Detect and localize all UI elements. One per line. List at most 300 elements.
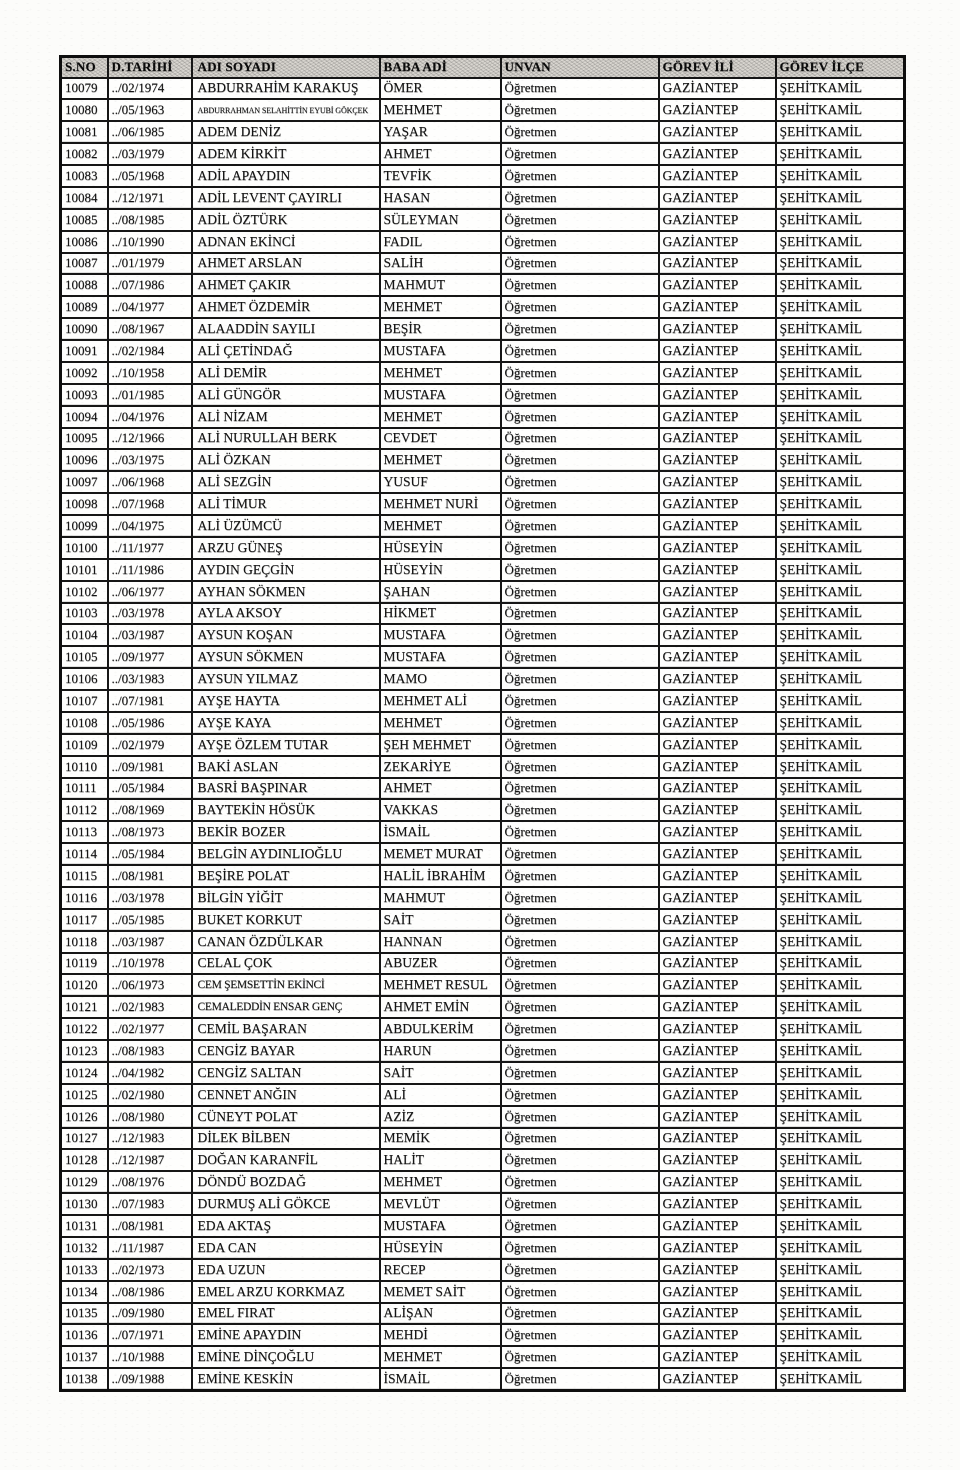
- cell-baba_adi: MEHDİ: [380, 1324, 501, 1346]
- cell-gorev_ilce: ŞEHİTKAMİL: [776, 78, 905, 100]
- cell-gorev_ilce: ŞEHİTKAMİL: [776, 340, 905, 362]
- cell-gorev_ilce: ŞEHİTKAMİL: [776, 756, 905, 778]
- table-row: [61, 1040, 905, 1062]
- cell-adi_soyadi: ADEM DENİZ: [192, 121, 380, 143]
- cell-baba_adi: YUSUF: [380, 471, 501, 493]
- cell-adi_soyadi: AYLA AKSOY: [192, 603, 380, 625]
- cell-unvan: Öğretmen: [501, 624, 659, 646]
- cell-gorev_ili: GAZİANTEP: [659, 1149, 776, 1171]
- cell-gorev_ili: GAZİANTEP: [659, 690, 776, 712]
- table-row: [61, 1215, 905, 1237]
- cell-sno: 10104: [61, 624, 108, 646]
- header-row: [61, 57, 905, 78]
- cell-adi_soyadi: AYŞE ÖZLEM TUTAR: [192, 734, 380, 756]
- cell-gorev_ilce: ŞEHİTKAMİL: [776, 274, 905, 296]
- cell-gorev_ili: GAZİANTEP: [659, 931, 776, 953]
- cell-dtarihi: ../10/1990: [108, 231, 192, 253]
- cell-gorev_ilce: ŞEHİTKAMİL: [776, 253, 905, 275]
- cell-dtarihi: ../02/1980: [108, 1084, 192, 1106]
- cell-gorev_ili: GAZİANTEP: [659, 187, 776, 209]
- cell-baba_adi: MEHMET: [380, 515, 501, 537]
- cell-gorev_ilce: ŞEHİTKAMİL: [776, 187, 905, 209]
- cell-adi_soyadi: ALİ NURULLAH BERK: [192, 428, 380, 450]
- table-header: [61, 57, 905, 78]
- cell-baba_adi: HANNAN: [380, 931, 501, 953]
- cell-gorev_ilce: ŞEHİTKAMİL: [776, 843, 905, 865]
- cell-dtarihi: ../09/1977: [108, 646, 192, 668]
- cell-gorev_ili: GAZİANTEP: [659, 1324, 776, 1346]
- cell-dtarihi: ../03/1987: [108, 624, 192, 646]
- cell-baba_adi: FADIL: [380, 231, 501, 253]
- cell-gorev_ili: GAZİANTEP: [659, 1171, 776, 1193]
- cell-sno: 10085: [61, 209, 108, 231]
- cell-unvan: Öğretmen: [501, 756, 659, 778]
- cell-baba_adi: HARUN: [380, 1040, 501, 1062]
- cell-dtarihi: ../11/1986: [108, 559, 192, 581]
- cell-sno: 10131: [61, 1215, 108, 1237]
- cell-unvan: Öğretmen: [501, 668, 659, 690]
- cell-sno: 10094: [61, 406, 108, 428]
- cell-baba_adi: ABUZER: [380, 953, 501, 975]
- cell-unvan: Öğretmen: [501, 1237, 659, 1259]
- cell-gorev_ilce: ŞEHİTKAMİL: [776, 1346, 905, 1368]
- cell-adi_soyadi: ABDURRAHİM KARAKUŞ: [192, 78, 380, 100]
- cell-baba_adi: MEHMET: [380, 406, 501, 428]
- cell-gorev_ilce: ŞEHİTKAMİL: [776, 909, 905, 931]
- cell-dtarihi: ../02/1984: [108, 340, 192, 362]
- cell-dtarihi: ../03/1975: [108, 449, 192, 471]
- cell-baba_adi: ŞAHAN: [380, 581, 501, 603]
- cell-dtarihi: ../12/1987: [108, 1149, 192, 1171]
- cell-sno: 10112: [61, 799, 108, 821]
- cell-adi_soyadi: DOĞAN KARANFİL: [192, 1149, 380, 1171]
- cell-gorev_ili: GAZİANTEP: [659, 909, 776, 931]
- cell-gorev_ilce: ŞEHİTKAMİL: [776, 1062, 905, 1084]
- cell-gorev_ilce: ŞEHİTKAMİL: [776, 931, 905, 953]
- cell-gorev_ili: GAZİANTEP: [659, 799, 776, 821]
- cell-unvan: Öğretmen: [501, 953, 659, 975]
- cell-sno: 10099: [61, 515, 108, 537]
- cell-gorev_ilce: ŞEHİTKAMİL: [776, 559, 905, 581]
- cell-sno: 10102: [61, 581, 108, 603]
- cell-gorev_ili: GAZİANTEP: [659, 121, 776, 143]
- cell-unvan: Öğretmen: [501, 581, 659, 603]
- cell-dtarihi: ../05/1984: [108, 778, 192, 800]
- cell-baba_adi: AHMET: [380, 143, 501, 165]
- cell-gorev_ili: GAZİANTEP: [659, 537, 776, 559]
- cell-gorev_ilce: ŞEHİTKAMİL: [776, 121, 905, 143]
- cell-dtarihi: ../07/1968: [108, 493, 192, 515]
- cell-gorev_ili: GAZİANTEP: [659, 953, 776, 975]
- cell-unvan: Öğretmen: [501, 821, 659, 843]
- cell-adi_soyadi: CENGİZ SALTAN: [192, 1062, 380, 1084]
- cell-dtarihi: ../03/1983: [108, 668, 192, 690]
- cell-gorev_ilce: ŞEHİTKAMİL: [776, 1171, 905, 1193]
- cell-unvan: Öğretmen: [501, 515, 659, 537]
- cell-dtarihi: ../04/1982: [108, 1062, 192, 1084]
- cell-dtarihi: ../08/1981: [108, 865, 192, 887]
- cell-dtarihi: ../09/1980: [108, 1303, 192, 1325]
- cell-baba_adi: VAKKAS: [380, 799, 501, 821]
- cell-baba_adi: SALİH: [380, 253, 501, 275]
- cell-dtarihi: ../01/1985: [108, 384, 192, 406]
- table-row: [61, 734, 905, 756]
- cell-gorev_ili: GAZİANTEP: [659, 1368, 776, 1390]
- cell-unvan: Öğretmen: [501, 1149, 659, 1171]
- cell-baba_adi: YAŞAR: [380, 121, 501, 143]
- cell-adi_soyadi: EMİNE KESKİN: [192, 1368, 380, 1390]
- cell-dtarihi: ../08/1980: [108, 1106, 192, 1128]
- cell-sno: 10090: [61, 318, 108, 340]
- table-row: [61, 1062, 905, 1084]
- cell-sno: 10107: [61, 690, 108, 712]
- cell-dtarihi: ../07/1981: [108, 690, 192, 712]
- cell-adi_soyadi: CÜNEYT POLAT: [192, 1106, 380, 1128]
- cell-gorev_ili: GAZİANTEP: [659, 78, 776, 100]
- cell-baba_adi: AZİZ: [380, 1106, 501, 1128]
- cell-unvan: Öğretmen: [501, 1193, 659, 1215]
- cell-unvan: Öğretmen: [501, 1171, 659, 1193]
- column-header-adi_soyadi: ADI SOYADI: [192, 57, 380, 78]
- cell-gorev_ili: GAZİANTEP: [659, 493, 776, 515]
- cell-unvan: Öğretmen: [501, 143, 659, 165]
- cell-unvan: Öğretmen: [501, 537, 659, 559]
- cell-unvan: Öğretmen: [501, 909, 659, 931]
- cell-sno: 10082: [61, 143, 108, 165]
- cell-gorev_ilce: ŞEHİTKAMİL: [776, 209, 905, 231]
- cell-unvan: Öğretmen: [501, 778, 659, 800]
- cell-baba_adi: MEHMET NURİ: [380, 493, 501, 515]
- cell-dtarihi: ../08/1985: [108, 209, 192, 231]
- cell-unvan: Öğretmen: [501, 690, 659, 712]
- cell-gorev_ili: GAZİANTEP: [659, 756, 776, 778]
- cell-adi_soyadi: ADİL ÖZTÜRK: [192, 209, 380, 231]
- cell-gorev_ilce: ŞEHİTKAMİL: [776, 1018, 905, 1040]
- cell-baba_adi: İSMAİL: [380, 1368, 501, 1390]
- cell-sno: 10079: [61, 78, 108, 100]
- table-row: [61, 778, 905, 800]
- table-row: [61, 1237, 905, 1259]
- table-row: [61, 1193, 905, 1215]
- cell-gorev_ili: GAZİANTEP: [659, 449, 776, 471]
- cell-gorev_ilce: ŞEHİTKAMİL: [776, 1324, 905, 1346]
- cell-adi_soyadi: ALİ GÜNGÖR: [192, 384, 380, 406]
- cell-adi_soyadi: CENGİZ BAYAR: [192, 1040, 380, 1062]
- cell-gorev_ilce: ŞEHİTKAMİL: [776, 1237, 905, 1259]
- cell-gorev_ilce: ŞEHİTKAMİL: [776, 799, 905, 821]
- table-row: [61, 799, 905, 821]
- cell-unvan: Öğretmen: [501, 296, 659, 318]
- cell-adi_soyadi: EMİNE APAYDIN: [192, 1324, 380, 1346]
- cell-sno: 10118: [61, 931, 108, 953]
- cell-dtarihi: ../11/1977: [108, 537, 192, 559]
- table-row: [61, 340, 905, 362]
- cell-sno: 10087: [61, 253, 108, 275]
- cell-baba_adi: MUSTAFA: [380, 1215, 501, 1237]
- cell-sno: 10103: [61, 603, 108, 625]
- cell-gorev_ili: GAZİANTEP: [659, 887, 776, 909]
- cell-unvan: Öğretmen: [501, 887, 659, 909]
- table-row: [61, 362, 905, 384]
- table-row: [61, 121, 905, 143]
- cell-sno: 10089: [61, 296, 108, 318]
- cell-sno: 10095: [61, 428, 108, 450]
- cell-adi_soyadi: EDA CAN: [192, 1237, 380, 1259]
- cell-baba_adi: ALİ: [380, 1084, 501, 1106]
- cell-adi_soyadi: BAKİ ASLAN: [192, 756, 380, 778]
- cell-unvan: Öğretmen: [501, 318, 659, 340]
- cell-dtarihi: ../06/1977: [108, 581, 192, 603]
- cell-adi_soyadi: BASRİ BAŞPINAR: [192, 778, 380, 800]
- cell-gorev_ili: GAZİANTEP: [659, 1062, 776, 1084]
- cell-sno: 10130: [61, 1193, 108, 1215]
- table-row: [61, 1281, 905, 1303]
- cell-sno: 10117: [61, 909, 108, 931]
- cell-adi_soyadi: CEM ŞEMSETTİN EKİNCİ: [192, 974, 380, 996]
- cell-sno: 10100: [61, 537, 108, 559]
- cell-dtarihi: ../08/1973: [108, 821, 192, 843]
- cell-baba_adi: HALİL İBRAHİM: [380, 865, 501, 887]
- cell-gorev_ilce: ŞEHİTKAMİL: [776, 624, 905, 646]
- cell-unvan: Öğretmen: [501, 843, 659, 865]
- cell-sno: 10088: [61, 274, 108, 296]
- cell-adi_soyadi: ADNAN EKİNCİ: [192, 231, 380, 253]
- cell-dtarihi: ../03/1978: [108, 887, 192, 909]
- cell-gorev_ilce: ŞEHİTKAMİL: [776, 646, 905, 668]
- cell-gorev_ili: GAZİANTEP: [659, 1106, 776, 1128]
- table-row: [61, 428, 905, 450]
- cell-dtarihi: ../08/1986: [108, 1281, 192, 1303]
- cell-sno: 10105: [61, 646, 108, 668]
- cell-dtarihi: ../05/1985: [108, 909, 192, 931]
- cell-sno: 10127: [61, 1128, 108, 1150]
- cell-sno: 10116: [61, 887, 108, 909]
- cell-sno: 10121: [61, 996, 108, 1018]
- cell-baba_adi: MEMET SAİT: [380, 1281, 501, 1303]
- cell-adi_soyadi: ARZU GÜNEŞ: [192, 537, 380, 559]
- cell-gorev_ilce: ŞEHİTKAMİL: [776, 690, 905, 712]
- cell-sno: 10110: [61, 756, 108, 778]
- cell-gorev_ili: GAZİANTEP: [659, 231, 776, 253]
- cell-gorev_ili: GAZİANTEP: [659, 1193, 776, 1215]
- cell-sno: 10081: [61, 121, 108, 143]
- cell-baba_adi: ZEKARİYE: [380, 756, 501, 778]
- cell-unvan: Öğretmen: [501, 603, 659, 625]
- cell-gorev_ilce: ŞEHİTKAMİL: [776, 428, 905, 450]
- cell-unvan: Öğretmen: [501, 799, 659, 821]
- table-row: [61, 756, 905, 778]
- cell-adi_soyadi: ADEM KİRKİT: [192, 143, 380, 165]
- cell-unvan: Öğretmen: [501, 340, 659, 362]
- cell-adi_soyadi: AYSUN KOŞAN: [192, 624, 380, 646]
- cell-gorev_ilce: ŞEHİTKAMİL: [776, 953, 905, 975]
- cell-gorev_ili: GAZİANTEP: [659, 384, 776, 406]
- cell-baba_adi: SÜLEYMAN: [380, 209, 501, 231]
- cell-baba_adi: MAHMUT: [380, 274, 501, 296]
- cell-baba_adi: MEHMET: [380, 296, 501, 318]
- cell-gorev_ili: GAZİANTEP: [659, 974, 776, 996]
- cell-unvan: Öğretmen: [501, 1084, 659, 1106]
- table-row: [61, 1346, 905, 1368]
- cell-gorev_ili: GAZİANTEP: [659, 318, 776, 340]
- cell-baba_adi: MEHMET: [380, 362, 501, 384]
- cell-gorev_ili: GAZİANTEP: [659, 712, 776, 734]
- cell-unvan: Öğretmen: [501, 1128, 659, 1150]
- cell-baba_adi: AHMET: [380, 778, 501, 800]
- cell-sno: 10084: [61, 187, 108, 209]
- table-row: [61, 449, 905, 471]
- cell-gorev_ili: GAZİANTEP: [659, 1215, 776, 1237]
- cell-gorev_ili: GAZİANTEP: [659, 1128, 776, 1150]
- cell-gorev_ilce: ŞEHİTKAMİL: [776, 1084, 905, 1106]
- table-row: [61, 406, 905, 428]
- cell-adi_soyadi: ALİ ÇETİNDAĞ: [192, 340, 380, 362]
- cell-adi_soyadi: ADİL LEVENT ÇAYIRLI: [192, 187, 380, 209]
- table-row: [61, 953, 905, 975]
- cell-gorev_ili: GAZİANTEP: [659, 362, 776, 384]
- cell-baba_adi: MEHMET ALİ: [380, 690, 501, 712]
- cell-gorev_ili: GAZİANTEP: [659, 1281, 776, 1303]
- cell-sno: 10083: [61, 165, 108, 187]
- cell-dtarihi: ../08/1983: [108, 1040, 192, 1062]
- table-row: [61, 821, 905, 843]
- cell-adi_soyadi: AHMET ARSLAN: [192, 253, 380, 275]
- cell-adi_soyadi: BEŞİRE POLAT: [192, 865, 380, 887]
- cell-baba_adi: MUSTAFA: [380, 624, 501, 646]
- cell-gorev_ilce: ŞEHİTKAMİL: [776, 1040, 905, 1062]
- table-row: [61, 1106, 905, 1128]
- cell-gorev_ilce: ŞEHİTKAMİL: [776, 1193, 905, 1215]
- table-row: [61, 274, 905, 296]
- cell-sno: 10124: [61, 1062, 108, 1084]
- cell-gorev_ili: GAZİANTEP: [659, 209, 776, 231]
- cell-dtarihi: ../11/1987: [108, 1237, 192, 1259]
- cell-baba_adi: ALİŞAN: [380, 1303, 501, 1325]
- cell-gorev_ili: GAZİANTEP: [659, 996, 776, 1018]
- table-row: [61, 471, 905, 493]
- cell-gorev_ilce: ŞEHİTKAMİL: [776, 231, 905, 253]
- cell-gorev_ilce: ŞEHİTKAMİL: [776, 515, 905, 537]
- table-row: [61, 296, 905, 318]
- cell-gorev_ilce: ŞEHİTKAMİL: [776, 734, 905, 756]
- cell-dtarihi: ../03/1987: [108, 931, 192, 953]
- cell-adi_soyadi: BEKİR BOZER: [192, 821, 380, 843]
- cell-baba_adi: MEHMET: [380, 99, 501, 121]
- table-row: [61, 624, 905, 646]
- table-row: [61, 690, 905, 712]
- cell-gorev_ilce: ŞEHİTKAMİL: [776, 1106, 905, 1128]
- cell-sno: 10113: [61, 821, 108, 843]
- cell-dtarihi: ../04/1977: [108, 296, 192, 318]
- cell-adi_soyadi: ALİ ÜZÜMCÜ: [192, 515, 380, 537]
- cell-gorev_ili: GAZİANTEP: [659, 340, 776, 362]
- cell-baba_adi: MEHMET: [380, 1346, 501, 1368]
- cell-baba_adi: MAHMUT: [380, 887, 501, 909]
- cell-baba_adi: HASAN: [380, 187, 501, 209]
- cell-gorev_ilce: ŞEHİTKAMİL: [776, 974, 905, 996]
- table-row: [61, 1368, 905, 1390]
- cell-gorev_ili: GAZİANTEP: [659, 1084, 776, 1106]
- cell-gorev_ili: GAZİANTEP: [659, 646, 776, 668]
- cell-adi_soyadi: ADİL APAYDIN: [192, 165, 380, 187]
- cell-adi_soyadi: AYDIN GEÇGİN: [192, 559, 380, 581]
- cell-gorev_ilce: ŞEHİTKAMİL: [776, 668, 905, 690]
- cell-baba_adi: MUSTAFA: [380, 384, 501, 406]
- cell-gorev_ilce: ŞEHİTKAMİL: [776, 318, 905, 340]
- cell-gorev_ili: GAZİANTEP: [659, 296, 776, 318]
- cell-baba_adi: ŞEH MEHMET: [380, 734, 501, 756]
- cell-gorev_ilce: ŞEHİTKAMİL: [776, 406, 905, 428]
- table-row: [61, 1171, 905, 1193]
- cell-adi_soyadi: ALİ ÖZKAN: [192, 449, 380, 471]
- cell-unvan: Öğretmen: [501, 559, 659, 581]
- cell-gorev_ilce: ŞEHİTKAMİL: [776, 165, 905, 187]
- cell-dtarihi: ../10/1988: [108, 1346, 192, 1368]
- cell-gorev_ili: GAZİANTEP: [659, 1018, 776, 1040]
- cell-adi_soyadi: DÖNDÜ BOZDAĞ: [192, 1171, 380, 1193]
- cell-gorev_ili: GAZİANTEP: [659, 821, 776, 843]
- cell-dtarihi: ../05/1968: [108, 165, 192, 187]
- cell-baba_adi: HÜSEYİN: [380, 559, 501, 581]
- cell-sno: 10093: [61, 384, 108, 406]
- cell-adi_soyadi: BUKET KORKUT: [192, 909, 380, 931]
- cell-adi_soyadi: CEMİL BAŞARAN: [192, 1018, 380, 1040]
- cell-unvan: Öğretmen: [501, 1215, 659, 1237]
- cell-gorev_ilce: ŞEHİTKAMİL: [776, 537, 905, 559]
- cell-gorev_ili: GAZİANTEP: [659, 471, 776, 493]
- cell-gorev_ili: GAZİANTEP: [659, 734, 776, 756]
- cell-adi_soyadi: ALİ DEMİR: [192, 362, 380, 384]
- table-row: [61, 537, 905, 559]
- cell-sno: 10123: [61, 1040, 108, 1062]
- cell-adi_soyadi: ALİ TİMUR: [192, 493, 380, 515]
- cell-unvan: Öğretmen: [501, 99, 659, 121]
- cell-adi_soyadi: AYHAN SÖKMEN: [192, 581, 380, 603]
- cell-unvan: Öğretmen: [501, 1106, 659, 1128]
- cell-baba_adi: BEŞİR: [380, 318, 501, 340]
- cell-unvan: Öğretmen: [501, 471, 659, 493]
- cell-gorev_ilce: ŞEHİTKAMİL: [776, 384, 905, 406]
- cell-dtarihi: ../12/1971: [108, 187, 192, 209]
- cell-adi_soyadi: CENNET ANĞIN: [192, 1084, 380, 1106]
- column-header-unvan: UNVAN: [501, 57, 659, 78]
- table-row: [61, 1084, 905, 1106]
- cell-gorev_ili: GAZİANTEP: [659, 1259, 776, 1281]
- cell-unvan: Öğretmen: [501, 493, 659, 515]
- cell-unvan: Öğretmen: [501, 734, 659, 756]
- cell-gorev_ilce: ŞEHİTKAMİL: [776, 1368, 905, 1390]
- cell-gorev_ili: GAZİANTEP: [659, 428, 776, 450]
- cell-gorev_ili: GAZİANTEP: [659, 624, 776, 646]
- cell-gorev_ilce: ŞEHİTKAMİL: [776, 493, 905, 515]
- table-row: [61, 909, 905, 931]
- cell-dtarihi: ../05/1986: [108, 712, 192, 734]
- cell-unvan: Öğretmen: [501, 406, 659, 428]
- table-row: [61, 1324, 905, 1346]
- table-row: [61, 231, 905, 253]
- cell-gorev_ilce: ŞEHİTKAMİL: [776, 1128, 905, 1150]
- cell-unvan: Öğretmen: [501, 1040, 659, 1062]
- cell-sno: 10126: [61, 1106, 108, 1128]
- cell-gorev_ilce: ŞEHİTKAMİL: [776, 99, 905, 121]
- table-row: [61, 1018, 905, 1040]
- cell-gorev_ilce: ŞEHİTKAMİL: [776, 143, 905, 165]
- cell-adi_soyadi: AHMET ÖZDEMİR: [192, 296, 380, 318]
- cell-gorev_ili: GAZİANTEP: [659, 165, 776, 187]
- cell-sno: 10091: [61, 340, 108, 362]
- cell-gorev_ili: GAZİANTEP: [659, 1237, 776, 1259]
- cell-gorev_ili: GAZİANTEP: [659, 559, 776, 581]
